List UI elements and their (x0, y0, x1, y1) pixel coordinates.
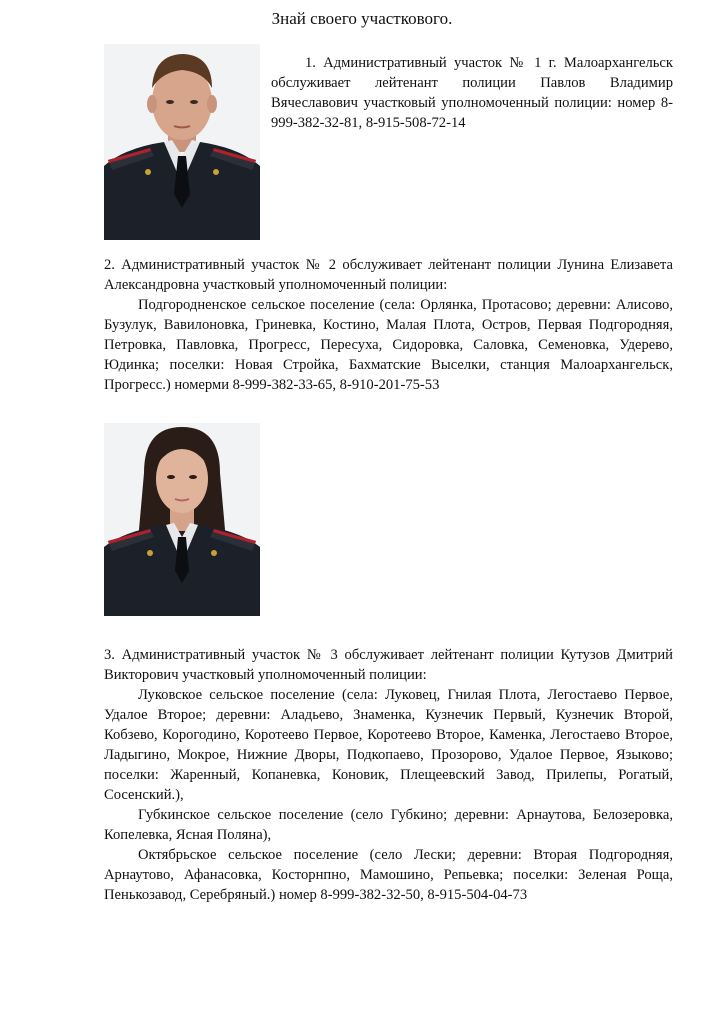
section-3-paragraph-1: Луковское сельское поселение (села: Луковец, Гнилая Плота, Легостаево Первое, Удалое Второе; деревни: Аладьево, Знаменка, Кузнечик Первый, Кузнечик Второй, Кобзево, Корогодино, Коротеево Первое, Коротеево Второе, Каменка, Легостаево Второе, Ладыгино, Мокрое, Нижние Дворы, Подкопаево, Прозорово, Удалое Первое, Языково; поселки: Жаренный, Копаневка, Коновик, Плещеевский Завод, Прилепы, Рогатый, Сосенский.), (104, 687, 673, 803)
page-title: Знай своего участкового. (271, 9, 453, 28)
section-3-paragraph-2: Губкинское сельское поселение (село Губкино; деревни: Арнаутова, Белозеровка, Копелевка, Ясная Поляна), (104, 807, 673, 843)
section-1-paragraph: 1. Административный участок № 1 г. Малоархангельск обслуживает лейтенант полиции Павлов Владимир Вячеславович участковый уполномоченный полиции: номер 8-999-382-32-81, 8-915-508-72-14 (271, 55, 673, 131)
officer-photo-2 (104, 423, 260, 616)
section-2-body: Подгородненское сельское поселение (села: Орлянка, Протасово; деревни: Алисово, Бузулук, Вавилоновка, Гриневка, Костино, Малая Плота, Остров, Первая Подгородняя, Петровка, Павловка, Прогресс, Пересуха, Сидоровка, Саловка, Семеновка, Удерево, Юдинка; поселки: Новая Стройка, Бахматские Выселки, станция Малоархангельск, Прогресс.) номерми 8-999-382-33-65, 8-910-201-75-53 (104, 297, 673, 393)
section-3-text (104, 645, 673, 905)
section-2-heading: 2. Административный участок № 2 обслуживает лейтенант полиции Лунина Елизавета Александровна участковый уполномоченный полиции: (104, 257, 673, 293)
section-1-text (271, 53, 673, 133)
officer-photo-1 (104, 44, 260, 240)
section-2-text (104, 255, 673, 395)
section-3-paragraph-3: Октябрьское сельское поселение (село Лески; деревни: Вторая Подгородняя, Арнаутово, Афанасовка, Косторнпно, Мамошино, Репьевка; поселки: Зеленая Роща, Пенькозавод, Серебряный.) номер 8-999-382-32-50, 8-915-504-04-73 (104, 847, 673, 903)
section-3-heading: 3. Административный участок № 3 обслуживает лейтенант полиции Кутузов Дмитрий Викторович участковый уполномоченный полиции: (104, 647, 673, 683)
